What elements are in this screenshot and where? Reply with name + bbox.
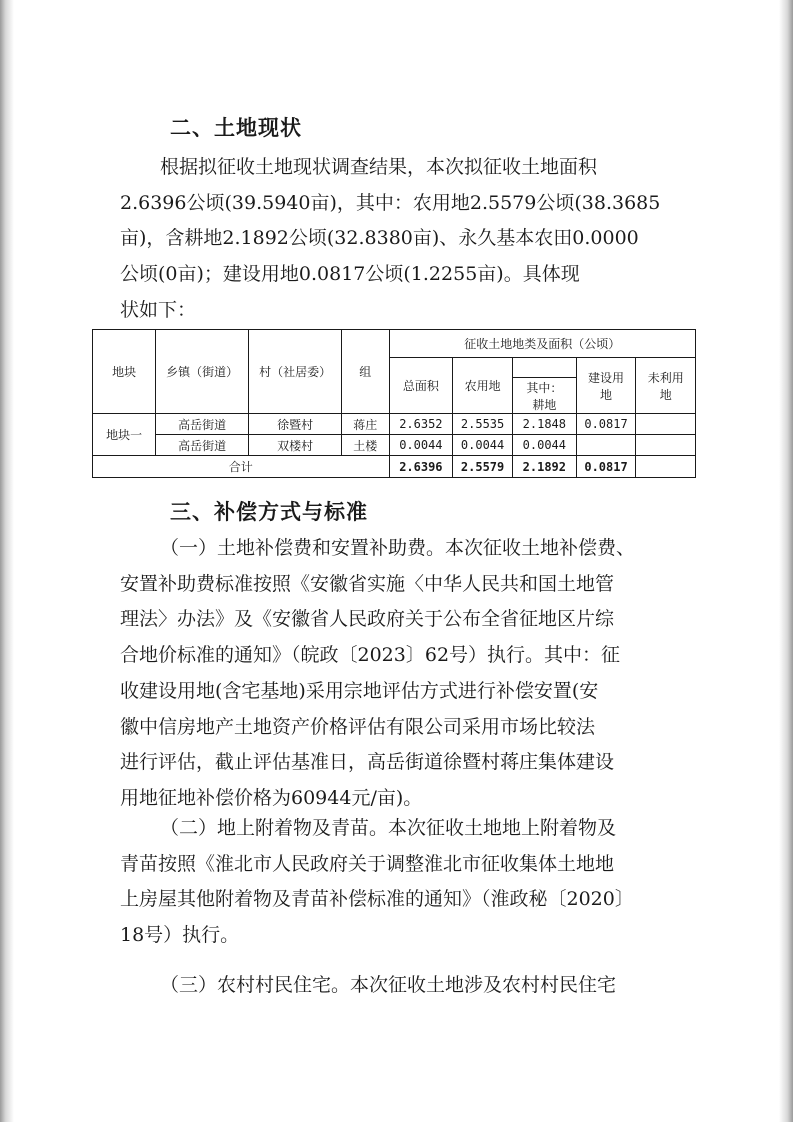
compensation-paragraph-1 — [120, 531, 680, 817]
paragraph-line: 理法〉办法》及《安徽省人民政府关于公布全省征地区片综 — [120, 608, 615, 631]
total-area: 2.6396 — [389, 456, 453, 478]
cell-town: 高岳街道 — [156, 414, 249, 435]
total-farmland: 2.5579 — [453, 456, 513, 478]
scan-edge-right — [779, 0, 793, 1122]
cell-group: 蒋庄 — [342, 414, 389, 435]
cell-unused — [636, 414, 696, 435]
paragraph-line: 用地征地补偿价格为60944元/亩)。 — [120, 786, 423, 809]
paragraph-line: 进行评估，截止评估基准日，高岳街道徐暨村蒋庄集体建设 — [120, 751, 615, 774]
section2-paragraph — [120, 150, 680, 329]
cell-village: 双楼村 — [249, 435, 342, 456]
paragraph-line: （三）农村村民住宅。本次征收土地涉及农村村民住宅 — [160, 974, 617, 996]
paragraph-line: 根据拟征收土地现状调查结果，本次拟征收土地面积 — [160, 156, 598, 178]
header-group: 组 — [342, 330, 389, 414]
total-label: 合计 — [93, 456, 390, 478]
header-cultivated-spacer — [512, 358, 576, 378]
compensation-paragraph-2 — [120, 811, 680, 954]
paragraph-line: 青苗按照《淮北市人民政府关于调整淮北市征收集体土地地 — [120, 852, 615, 875]
header-plot: 地块 — [93, 330, 156, 414]
scan-edge-left — [0, 0, 14, 1122]
land-status-table — [92, 329, 696, 478]
cell-cultivated: 0.0044 — [512, 435, 576, 456]
header-total-area: 总面积 — [389, 358, 453, 414]
paragraph-line: 徽中信房地产土地资产价格评估有限公司采用市场比较法 — [120, 715, 596, 738]
paragraph-line: 上房屋其他附着物及青苗补偿标准的通知》（淮政秘〔2020〕 — [120, 888, 634, 911]
paragraph-line: 收建设用地(含宅基地)采用宗地评估方式进行补偿安置(安 — [120, 679, 599, 702]
paragraph-line: 2.6396公顷(39.5940亩)，其中：农用地2.5579公顷(38.3685 — [120, 191, 661, 214]
header-unused: 未利用地 — [636, 358, 696, 414]
paragraph-line: 安置补助费标准按照《安徽省实施〈中华人民共和国土地管 — [120, 572, 615, 595]
plot-name: 地块一 — [93, 414, 156, 456]
cell-total: 2.6352 — [389, 414, 453, 435]
paragraph-line: （二）地上附着物及青苗。本次征收土地地上附着物及 — [160, 817, 617, 839]
cell-cultivated: 2.1848 — [512, 414, 576, 435]
paragraph-line: 亩)，含耕地2.1892公顷(32.8380亩)、永久基本农田0.0000 — [120, 227, 639, 250]
cell-unused — [636, 435, 696, 456]
header-farmland: 农用地 — [453, 358, 513, 414]
paragraph-line: 18号）执行。 — [120, 924, 240, 947]
compensation-paragraph-3 — [120, 968, 680, 1004]
section2-heading: 二、土地现状 — [170, 116, 302, 140]
paragraph-line: 状如下： — [120, 298, 197, 321]
header-village: 村（社居委） — [249, 330, 342, 414]
header-cultivated: 其中：耕地 — [512, 378, 576, 414]
paragraph-line: 合地价标准的通知》（皖政〔2023〕62号）执行。其中：征 — [120, 644, 621, 667]
cell-total: 0.0044 — [389, 435, 453, 456]
section3-heading: 三、补偿方式与标准 — [170, 500, 368, 524]
cell-town: 高岳街道 — [156, 435, 249, 456]
header-land-types: 征收土地地类及面积（公顷） — [389, 330, 695, 358]
cell-village: 徐暨村 — [249, 414, 342, 435]
paragraph-line: 公顷(0亩)；建设用地0.0817公顷(1.2255亩)。具体现 — [120, 263, 580, 286]
land-status-table-wrapper — [92, 329, 696, 478]
header-construction: 建设用地 — [576, 358, 636, 414]
total-unused — [636, 456, 696, 478]
total-construction: 0.0817 — [576, 456, 636, 478]
cell-construction — [576, 435, 636, 456]
total-cultivated: 2.1892 — [512, 456, 576, 478]
cell-farmland: 0.0044 — [453, 435, 513, 456]
cell-group: 土楼 — [342, 435, 389, 456]
cell-farmland: 2.5535 — [453, 414, 513, 435]
paragraph-line: （一）土地补偿费和安置补助费。本次征收土地补偿费、 — [160, 537, 636, 559]
cell-construction: 0.0817 — [576, 414, 636, 435]
header-town: 乡镇（街道） — [156, 330, 249, 414]
